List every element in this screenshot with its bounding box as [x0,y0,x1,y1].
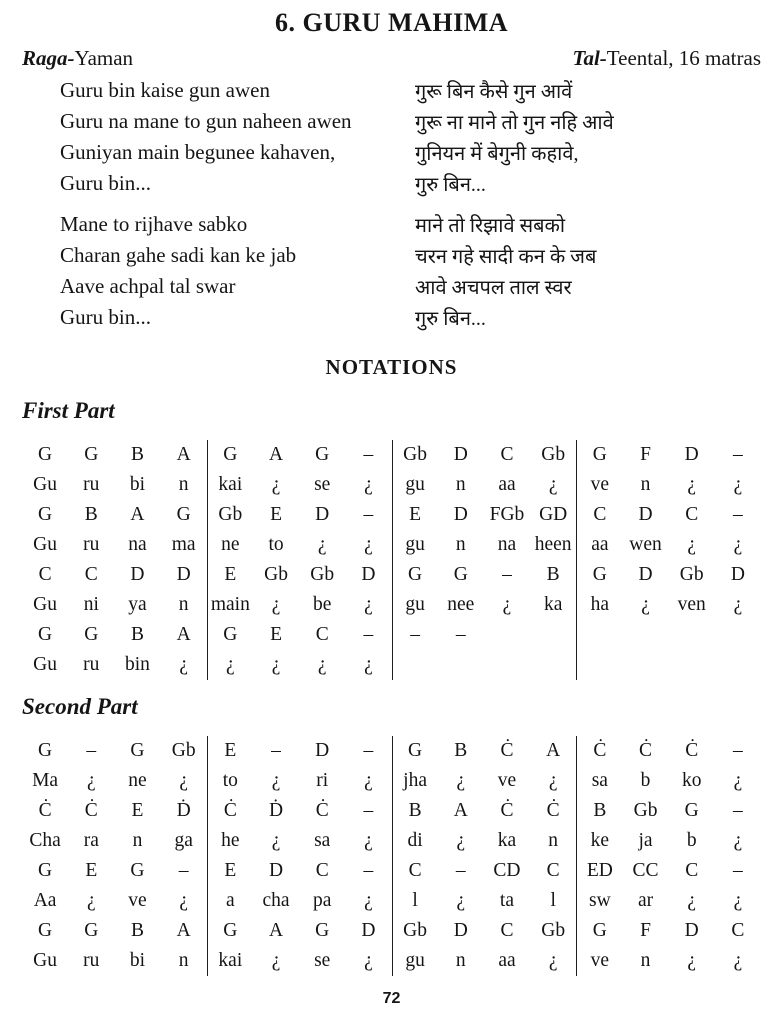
sargam-cell: G [684,800,699,822]
lyric-devanagari: गुरू बिन कैसे गुन आवें [415,81,573,103]
lyric-devanagari: गुरु बिन... [415,174,486,196]
sargam-cell: B [130,444,144,466]
sargam-cell: B [392,796,438,826]
sargam-cell: A [176,624,191,646]
syllable-cell: ru [83,950,100,972]
sargam-cell: Ċ [315,800,329,822]
syllable-cell [576,650,622,680]
lyric-english: Guru bin... [60,171,151,195]
raga-info [22,46,133,71]
sargam-cell: Ḋ [176,800,191,822]
sargam-cell: C [84,564,98,586]
sargam-cell: G [207,440,253,470]
syllable-cell: a [207,886,253,916]
syllable-cell [669,650,715,680]
syllable-cell: l [550,890,556,912]
syllable-cell: ¿ [179,770,188,792]
sargam-cell: A [176,920,191,942]
syllable-cell: bin [125,654,150,676]
lyric-line [60,137,783,168]
syllable-cell: ¿ [456,770,466,792]
sargam-cell: C [500,444,514,466]
sargam-cell: C [576,500,622,530]
syllable-cell: ¿ [179,654,188,676]
syllable-cell: ya [128,594,147,616]
sargam-cell: – [392,620,438,650]
syllable-cell: ¿ [271,474,281,496]
lyric-devanagari: गुरू ना माने तो गुन नहि आवे [415,112,614,134]
notations-heading: NOTATIONS [325,355,458,379]
syllable-cell: b [686,830,697,852]
sargam-cell: Ċ [84,800,98,822]
sargam-cell: D [315,740,330,762]
sargam-cell: G [38,920,53,942]
syllable-cell: ve [576,470,622,500]
sargam-cell: G [576,916,622,946]
syllable-cell: ru [83,534,100,556]
sargam-cell: G [38,444,53,466]
syllable-cell: se [314,474,331,496]
sargam-cell: G [207,620,253,650]
syllable-cell: gu [392,946,438,976]
sargam-cell: Ċ [576,736,622,766]
sargam-cell: Gb [679,564,704,586]
sargam-cell: – [86,740,97,762]
syllable-cell: ¿ [271,770,281,792]
syllable-cell: n [640,474,651,496]
syllable-cell: sw [576,886,622,916]
tal-prefix: Tal- [572,46,607,70]
sargam-cell: G [576,440,622,470]
lyric-english: Aave achpal tal swar [60,274,236,298]
raga-prefix: Raga- [22,46,75,70]
lyric-line [60,302,783,333]
sargam-cell: – [271,740,281,762]
lyrics-verse-1 [60,75,783,199]
syllable-cell: ri [316,770,329,792]
sargam-cell: – [363,800,374,822]
syllable-cell: to [207,766,253,796]
sargam-cell: C [546,860,560,882]
sargam-cell: B [130,920,144,942]
sargam-cell: – [502,564,512,586]
syllable-cell [438,650,484,680]
sargam-cell: G [315,444,330,466]
syllable-cell: he [207,826,253,856]
syllable-cell: ¿ [733,950,743,972]
syllable-cell: ¿ [271,594,281,616]
syllable-cell: ¿ [86,890,96,912]
sargam-cell [715,620,761,650]
sargam-cell: G [38,624,53,646]
syllable-cell: ¿ [271,950,281,972]
sargam-cell: Gb [541,444,566,466]
sargam-cell: – [363,504,374,526]
syllable-cell: ru [83,474,100,496]
sargam-cell: C [685,504,699,526]
sargam-cell: F [640,444,651,466]
sargam-cell [576,620,622,650]
sargam-cell: C [685,860,699,882]
syllable-cell: se [314,950,331,972]
sargam-cell: – [363,624,374,646]
sargam-cell: B [576,796,622,826]
lyric-english: Guru na mane to gun naheen awen [60,109,352,133]
tal-name: Teental, 16 matras [606,46,761,70]
sargam-cell: E [85,860,98,882]
sargam-cell [530,620,576,650]
syllable-cell: ¿ [548,474,558,496]
syllable-cell [392,650,438,680]
sargam-cell: A [268,444,284,466]
sargam-cell: C [38,564,52,586]
sargam-cell: E [207,736,253,766]
syllable-cell: ve [128,890,147,912]
sargam-cell: – [455,860,466,882]
syllable-cell: ¿ [733,594,743,616]
sargam-cell: Gb [207,500,253,530]
lyric-devanagari: चरन गहे सादी कन के जब [415,246,597,268]
sargam-cell: B [546,564,560,586]
sargam-cell: – [363,444,374,466]
sargam-cell: – [363,860,374,882]
sargam-cell: D [130,564,145,586]
syllable-cell: ru [83,654,100,676]
sargam-cell: G [84,624,99,646]
lyric-english: Guru bin kaise gun awen [60,78,270,102]
syllable-cell: di [392,826,438,856]
syllable-cell: Gu [33,654,58,676]
syllable-cell: ¿ [548,770,558,792]
lyric-line [60,106,783,137]
sargam-cell: E [392,500,438,530]
lyric-devanagari: गुनियन में बेगुनी कहावे, [415,143,579,165]
sargam-cell: – [733,740,743,762]
syllable-cell: b [640,770,651,792]
syllable-cell: ve [576,946,622,976]
sargam-cell: C [392,856,438,886]
syllable-cell: n [548,830,559,852]
sargam-cell: Ċ [38,800,52,822]
sargam-cell: – [178,860,189,882]
syllable-cell: ma [171,534,196,556]
syllable-cell: ¿ [271,654,281,676]
syllable-cell: wen [629,534,662,556]
sargam-cell: C [500,920,514,942]
sargam-cell: A [130,504,145,526]
syllable-cell: ¿ [317,654,327,676]
syllable-cell: ¿ [207,650,253,680]
syllable-cell: gu [392,530,438,560]
sargam-cell: Ċ [207,796,253,826]
sargam-cell: CC [632,860,659,882]
sargam-cell: G [576,560,622,590]
syllable-cell: sa [314,830,331,852]
sargam-cell: G [176,504,191,526]
syllable-cell: Gu [33,950,58,972]
sargam-cell: – [733,800,743,822]
sargam-cell [622,620,668,650]
sargam-cell: Ċ [500,800,514,822]
syllable-cell: ¿ [364,770,373,792]
syllable-cell: n [640,950,651,972]
lyric-line [60,271,783,302]
syllable-cell: heen [534,534,572,556]
lyric-devanagari: गुरु बिन... [415,308,486,330]
sargam-cell: B [84,504,98,526]
syllable-cell: ¿ [548,950,558,972]
syllable-cell [484,650,530,680]
syllable-cell: ar [637,890,654,912]
sargam-cell: F [640,920,651,942]
syllable-cell: ¿ [687,534,697,556]
sargam-cell: Ċ [685,740,699,762]
syllable-cell: pa [313,890,332,912]
sargam-cell: G [207,916,253,946]
syllable-cell: ra [83,830,99,852]
lyric-line [60,240,783,271]
sargam-cell: – [733,860,743,882]
sargam-cell: G [130,860,145,882]
syllable-cell: ¿ [687,890,697,912]
syllable-cell: n [455,534,466,556]
syllable-cell: ¿ [364,594,373,616]
sargam-cell: – [733,504,743,526]
sargam-cell: G [392,736,438,766]
syllable-cell: ¿ [179,890,188,912]
syllable-cell: ni [83,594,99,616]
sargam-cell: D [638,504,653,526]
syllable-cell: aa [576,530,622,560]
syllable-cell: ta [499,890,514,912]
sargam-cell: A [268,920,284,942]
notation-table [22,440,761,680]
syllable-cell: ja [638,830,653,852]
lyric-english: Charan gahe sadi kan ke jab [60,243,297,267]
syllable-cell: ¿ [687,474,697,496]
syllable-cell: ha [576,590,622,620]
syllable-cell: ¿ [364,830,373,852]
page-title: 6. GURU MAHIMA [274,8,509,37]
syllable-cell: ven [677,594,706,616]
sargam-cell: E [270,504,282,526]
sargam-cell: D [684,444,699,466]
syllable-cell: n [455,950,466,972]
sargam-cell: G [84,920,99,942]
syllable-cell: n [178,474,189,496]
raga-tal-row [0,46,783,71]
syllable-cell: ¿ [687,950,697,972]
sargam-cell: A [176,444,191,466]
sargam-cell: G [38,740,53,762]
part-title: First Part [22,398,115,423]
sargam-cell: D [453,920,468,942]
sargam-cell: CD [493,860,521,882]
syllable-cell: to [268,534,284,556]
sargam-cell: Gb [392,440,438,470]
sargam-cell: Ċ [639,740,653,762]
lyrics-verse-2 [60,209,783,333]
syllable-cell: na [128,534,147,556]
lyric-line [60,75,783,106]
part-title: Second Part [22,694,138,719]
syllable-cell: ¿ [364,654,373,676]
syllable-cell: sa [576,766,622,796]
syllable-cell: aa [498,950,516,972]
sargam-cell: Gb [264,564,288,586]
sargam-cell: Gb [392,916,438,946]
notation-table [22,736,761,976]
sargam-cell: ED [576,856,622,886]
syllable-cell: ne [207,530,253,560]
syllable-cell: nee [447,594,475,616]
sargam-cell: D [176,564,191,586]
syllable-cell: ¿ [456,830,466,852]
syllable-cell: jha [392,766,438,796]
sargam-cell: Ċ [500,740,514,762]
syllable-cell: Gu [33,594,58,616]
syllable-cell: bi [129,474,146,496]
syllable-cell: main [207,590,253,620]
sargam-cell: G [38,504,53,526]
sargam-cell: C [731,920,745,942]
syllable-cell: ¿ [364,890,373,912]
notation-parts [0,398,783,976]
syllable-cell: ¿ [733,474,743,496]
syllable-cell: ¿ [733,770,743,792]
syllable-cell: ¿ [733,830,743,852]
sargam-cell: GD [539,504,568,526]
syllable-cell: bi [129,950,146,972]
sargam-cell: A [546,740,561,762]
syllable-cell [530,650,576,680]
syllable-cell: ¿ [86,770,96,792]
syllable-cell: kai [207,946,253,976]
sargam-cell: – [455,624,466,646]
syllable-cell: n [178,594,189,616]
sargam-cell: D [638,564,653,586]
syllable-cell: n [178,950,189,972]
syllable-cell: ga [174,830,193,852]
sargam-cell: B [454,740,468,762]
sargam-cell: Gb [310,564,335,586]
syllable-cell: ko [681,770,702,792]
syllable-cell: ke [576,826,622,856]
syllable-cell: ve [497,770,517,792]
syllable-cell: n [132,830,143,852]
sargam-cell: – [363,740,374,762]
sargam-cell: E [207,856,253,886]
sargam-cell: D [453,504,468,526]
syllable-cell: Gu [33,534,58,556]
sargam-cell: Ḋ [268,800,284,822]
syllable-cell: ¿ [502,594,512,616]
syllable-cell: na [497,534,517,556]
syllable-cell: kai [207,470,253,500]
sargam-cell: Ċ [546,800,560,822]
syllable-cell: ¿ [733,890,743,912]
lyric-devanagari: आवे अचपल ताल स्वर [415,277,572,299]
sargam-cell: Gb [541,920,566,942]
sargam-cell: G [38,860,53,882]
syllable-cell: ¿ [456,890,466,912]
syllable-cell: be [313,594,332,616]
syllable-cell: ¿ [733,534,743,556]
syllable-cell: ka [497,830,517,852]
syllable-cell: ka [543,594,563,616]
syllable-cell: ¿ [364,950,373,972]
sargam-cell: D [684,920,699,942]
sargam-cell: Gb [171,740,196,762]
sargam-cell: E [131,800,144,822]
syllable-cell: ¿ [271,830,281,852]
sargam-cell: D [453,444,468,466]
syllable-cell: aa [498,474,516,496]
sargam-cell: G [84,444,99,466]
syllable-cell [715,650,761,680]
sargam-cell: G [315,920,330,942]
syllable-cell: gu [392,470,438,500]
sargam-cell: D [361,564,376,586]
sargam-cell: G [392,560,438,590]
syllable-cell: Gu [33,474,58,496]
syllable-cell: ¿ [364,534,373,556]
syllable-cell [622,650,668,680]
syllable-cell: cha [262,890,290,912]
tal-info [573,46,761,71]
page-number: 72 [382,990,401,1007]
syllable-cell: ¿ [641,594,650,616]
syllable-cell: Aa [33,890,57,912]
syllable-cell: Cha [29,830,61,852]
sargam-cell: A [453,800,468,822]
syllable-cell: Ma [32,770,59,792]
sargam-cell: C [315,860,329,882]
sargam-cell [484,620,530,650]
sargam-cell: D [268,860,284,882]
sargam-cell: C [315,624,329,646]
syllable-cell: ¿ [317,534,327,556]
lyric-english: Guniyan main begunee kahaven, [60,140,336,164]
sargam-cell: E [270,624,282,646]
sargam-cell: G [453,564,468,586]
lyrics-section [0,75,783,333]
lyric-devanagari: माने तो रिझावे सबको [415,215,566,237]
sargam-cell: Gb [633,800,658,822]
lyric-line [60,209,783,240]
syllable-cell: gu [392,590,438,620]
lyric-english: Mane to rijhave sabko [60,212,248,236]
sargam-cell: B [130,624,144,646]
sargam-cell: E [207,560,253,590]
syllable-cell: l [392,886,438,916]
sargam-cell: D [730,564,745,586]
sargam-cell: G [130,740,145,762]
sargam-cell: D [315,504,330,526]
sargam-cell: FGb [489,504,525,526]
sargam-cell [669,620,715,650]
lyric-english: Guru bin... [60,305,151,329]
syllable-cell: ¿ [364,474,373,496]
raga-name: Yaman [74,46,134,70]
syllable-cell: n [455,474,466,496]
sargam-cell: D [361,920,376,942]
syllable-cell: ne [128,770,147,792]
lyric-line [60,168,783,199]
sargam-cell: – [733,444,743,466]
